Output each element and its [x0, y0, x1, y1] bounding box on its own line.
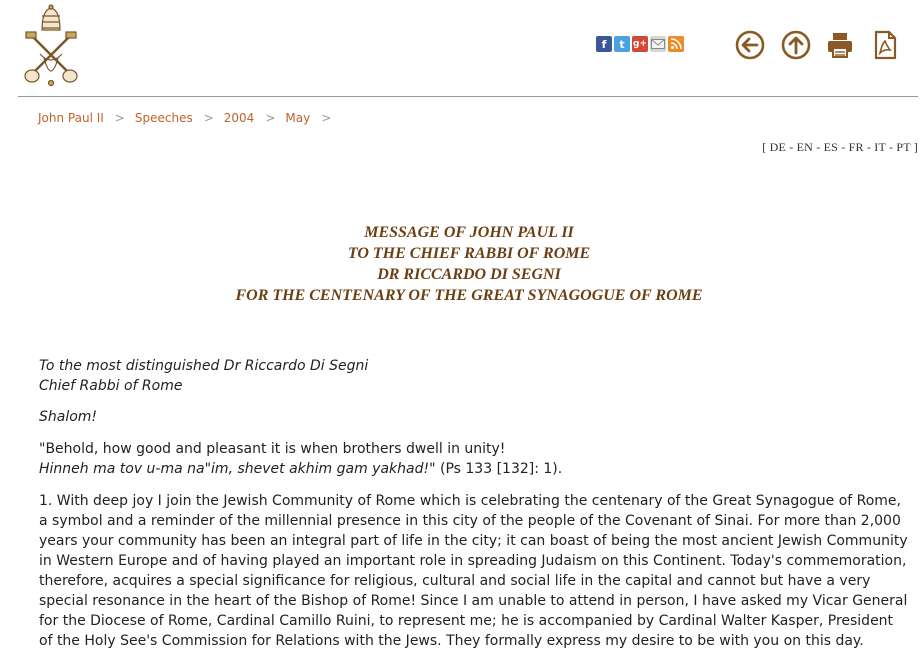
papal-crest-logo[interactable]: [18, 4, 84, 88]
language-selector[interactable]: [ DE - EN - ES - FR - IT - PT ]: [762, 140, 918, 154]
twitter-icon[interactable]: t: [614, 36, 630, 52]
recipient-title: Chief Rabbi of Rome: [39, 378, 183, 394]
title-line-3: DR RICCARDO DI SEGNI: [377, 266, 561, 283]
recipient: [39, 356, 909, 396]
breadcrumb-separator: >: [203, 111, 214, 125]
breadcrumb-may[interactable]: May: [285, 111, 311, 125]
rss-icon[interactable]: [668, 36, 684, 52]
quote-reference: (Ps 133 [132]: 1).: [435, 461, 563, 477]
breadcrumb-2004[interactable]: 2004: [223, 111, 255, 125]
recipient-name: To the most distinguished Dr Riccardo Di Segni: [39, 358, 369, 374]
quote-hebrew: Hinneh ma tov u-ma na"im, shevet akhim gam yakhad!": [39, 461, 436, 477]
email-icon[interactable]: [650, 36, 666, 52]
title-line-2: TO THE CHIEF RABBI OF ROME: [347, 245, 591, 262]
page-tools: [735, 30, 905, 62]
greeting: Shalom!: [39, 409, 98, 425]
breadcrumb-speeches[interactable]: Speeches: [134, 111, 193, 125]
breadcrumb: [38, 111, 341, 125]
breadcrumb-separator: >: [265, 111, 276, 125]
document-title: [0, 222, 922, 306]
print-icon[interactable]: [825, 30, 855, 60]
google-plus-icon[interactable]: g+: [632, 36, 648, 52]
top-icon[interactable]: [781, 30, 811, 60]
header: [0, 0, 922, 96]
quote-english: "Behold, how good and pleasant it is when brothers dwell in unity!: [39, 441, 506, 457]
back-icon[interactable]: [735, 30, 765, 60]
document-body: [39, 356, 909, 663]
paragraph-1: 1. With deep joy I join the Jewish Community of Rome which is celebrating the centenary of the Great Synagogue of Rome, a symbol and a reminder of the millennial presence in this city of the people of the Covenant of Sinai. For more than 2,000 years your community has been an integral part of life in the city; it can boast of being the most ancient Jewish Community in Western Europe and of having played an important role in spreading Judaism on this Continent. Today's commemoration, therefore, acquires a special significance for religious, cultural and social life in the capital and cannot but have a very special resonance in the heart of the Bishop of Rome! Since I am unable to attend in person, I have asked my Vicar General for the Diocese of Rome, Cardinal Camillo Ruini, to represent me; he is accompanied by Cardinal Walter Kasper, President of the Holy See's Commission for Relations with the Jews. They formally express my desire to be with you on this day.: [39, 493, 908, 649]
breadcrumb-separator: >: [321, 111, 332, 125]
title-line-4: FOR THE CENTENARY OF THE GREAT SYNAGOGUE OF ROME: [235, 287, 703, 304]
breadcrumb-john-paul-ii[interactable]: John Paul II: [38, 111, 104, 125]
social-share-bar: [596, 36, 684, 52]
facebook-icon[interactable]: f: [596, 36, 612, 52]
psalm-quote: [39, 439, 909, 479]
title-line-1: MESSAGE OF JOHN PAUL II: [364, 224, 574, 241]
breadcrumb-separator: >: [114, 111, 125, 125]
pdf-icon[interactable]: [870, 30, 900, 60]
header-divider: [18, 96, 918, 97]
